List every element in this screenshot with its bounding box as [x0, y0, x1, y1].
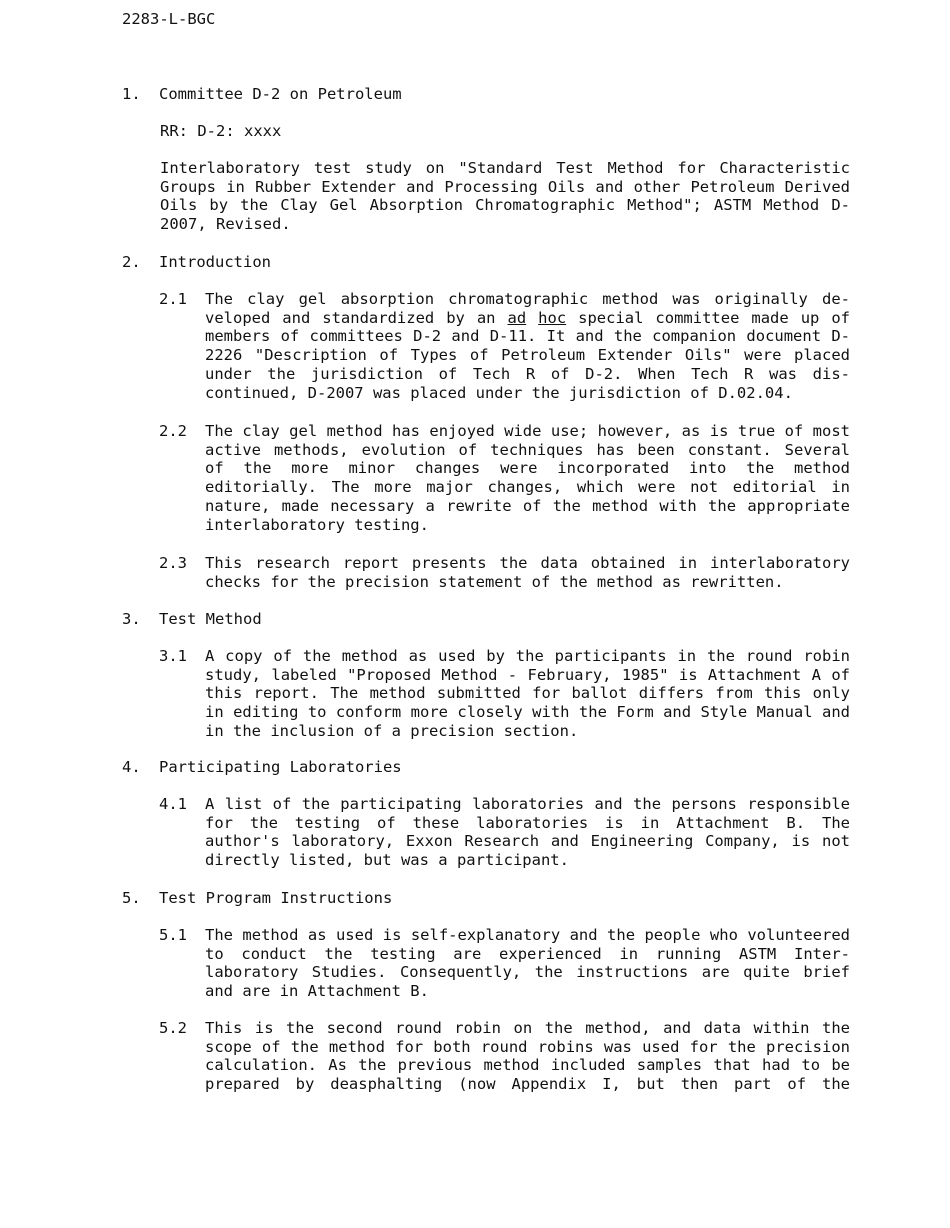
- text-line: 2226 "Description of Types of Petroleum Extender Oils" were placed: [205, 346, 850, 365]
- paragraph-text: [205, 926, 850, 1001]
- paragraph-number: 4.1: [159, 795, 187, 813]
- text-fragment: veloped and standardized by an: [205, 308, 496, 327]
- text-line: for the testing of these laboratories is in Attachment B. The: [205, 813, 850, 832]
- section-title: Test Method: [159, 610, 262, 628]
- text-line: continued, D-2007 was placed under the jurisdiction of D.02.04.: [205, 383, 793, 402]
- text-line: [205, 309, 850, 328]
- text-line: The clay gel absorption chromatographic method was originally de-: [205, 290, 850, 308]
- section-5-heading: [122, 889, 392, 908]
- section-number: 3.: [122, 610, 141, 628]
- section-number: 2.: [122, 253, 141, 271]
- text-line: under the jurisdiction of Tech R of D-2. When Tech R was dis-: [205, 364, 850, 383]
- section-number: 4.: [122, 758, 141, 776]
- text-line: active methods, evolution of techniques has been constant. Several: [205, 440, 850, 459]
- section-title: Participating Laboratories: [159, 758, 402, 776]
- section-title: Test Program Instructions: [159, 889, 393, 907]
- paragraph-text: [205, 422, 850, 534]
- text-line: laboratory Studies. Consequently, the instructions are quite brief: [205, 963, 850, 982]
- paragraph-text: [205, 1019, 850, 1094]
- text-line: The method as used is self-explanatory and the people who volunteered: [205, 926, 850, 944]
- paragraph-number: 5.1: [159, 926, 187, 944]
- section-3-heading: [122, 610, 262, 629]
- text-line: this report. The method submitted for ballot differs from this only: [205, 684, 850, 703]
- text-fragment: special committee made up of: [578, 308, 850, 327]
- section-4-heading: [122, 758, 402, 777]
- text-line: prepared by deasphalting (now Appendix I, but then part of the: [205, 1075, 850, 1094]
- text-line: to conduct the testing are experienced in running ASTM Inter-: [205, 944, 850, 963]
- paragraph-text: [205, 554, 850, 591]
- text-line: author's laboratory, Exxon Research and Engineering Company, is not: [205, 832, 850, 851]
- text-line: and are in Attachment B.: [205, 982, 429, 1001]
- paragraph-number: 2.3: [159, 554, 187, 572]
- paragraph-number: 3.1: [159, 647, 187, 665]
- text-line: The clay gel method has enjoyed wide use; however, as is true of most: [205, 422, 850, 440]
- paragraph-number: 5.2: [159, 1019, 187, 1037]
- underlined-term: hoc: [538, 308, 567, 327]
- text-line: This research report presents the data obtained in interlaboratory: [205, 554, 850, 572]
- text-line: calculation. As the previous method included samples that had to be: [205, 1056, 850, 1075]
- text-line: members of committees D-2 and D-11. It and the companion document D-: [205, 327, 850, 346]
- section-1-heading: [122, 85, 402, 104]
- section-title: Introduction: [159, 253, 271, 271]
- text-line: in editing to conform more closely with the Form and Style Manual and: [205, 703, 850, 722]
- paragraph-number: 2.2: [159, 422, 187, 440]
- text-line: in the inclusion of a precision section.: [205, 721, 579, 740]
- text-line: checks for the precision statement of the method as rewritten.: [205, 572, 784, 591]
- text-line: nature, made necessary a rewrite of the method with the appropriate: [205, 496, 850, 515]
- paragraph-text: [205, 290, 850, 402]
- text-line: directly listed, but was a participant.: [205, 851, 569, 870]
- text-line: A list of the participating laboratories and the persons responsible: [205, 795, 850, 813]
- paragraph-text: [205, 795, 850, 870]
- text-line: A copy of the method as used by the participants in the round robin: [205, 647, 850, 665]
- text-line: of the more minor changes were incorporated into the method: [205, 459, 850, 478]
- underlined-term: ad: [507, 308, 527, 327]
- paragraph-text: [205, 647, 850, 741]
- research-report-number: RR: D-2: xxxx: [160, 122, 282, 140]
- section-title: Committee D-2 on Petroleum: [159, 85, 402, 103]
- text-line: Oils by the Clay Gel Absorption Chromatographic Method"; ASTM Method D-: [160, 196, 850, 215]
- text-line: 2007, Revised.: [160, 215, 291, 234]
- text-line: scope of the method for both round robins was used for the precision: [205, 1037, 850, 1056]
- text-line: study, labeled "Proposed Method - February, 1985" is Attachment A of: [205, 665, 850, 684]
- study-description: [160, 159, 850, 234]
- text-line: This is the second round robin on the method, and data within the: [205, 1019, 850, 1037]
- paragraph-number: 2.1: [159, 290, 187, 308]
- document-id: 2283-L-BGC: [122, 10, 216, 28]
- text-line: editorially. The more major changes, which were not editorial in: [205, 478, 850, 497]
- section-number: 1.: [122, 85, 141, 103]
- text-line: interlaboratory testing.: [205, 515, 429, 534]
- text-line: Interlaboratory test study on "Standard Test Method for Characteristic: [160, 159, 850, 177]
- text-line: Groups in Rubber Extender and Processing Oils and other Petroleum Derived: [160, 177, 850, 196]
- section-number: 5.: [122, 889, 141, 907]
- section-2-heading: [122, 253, 271, 272]
